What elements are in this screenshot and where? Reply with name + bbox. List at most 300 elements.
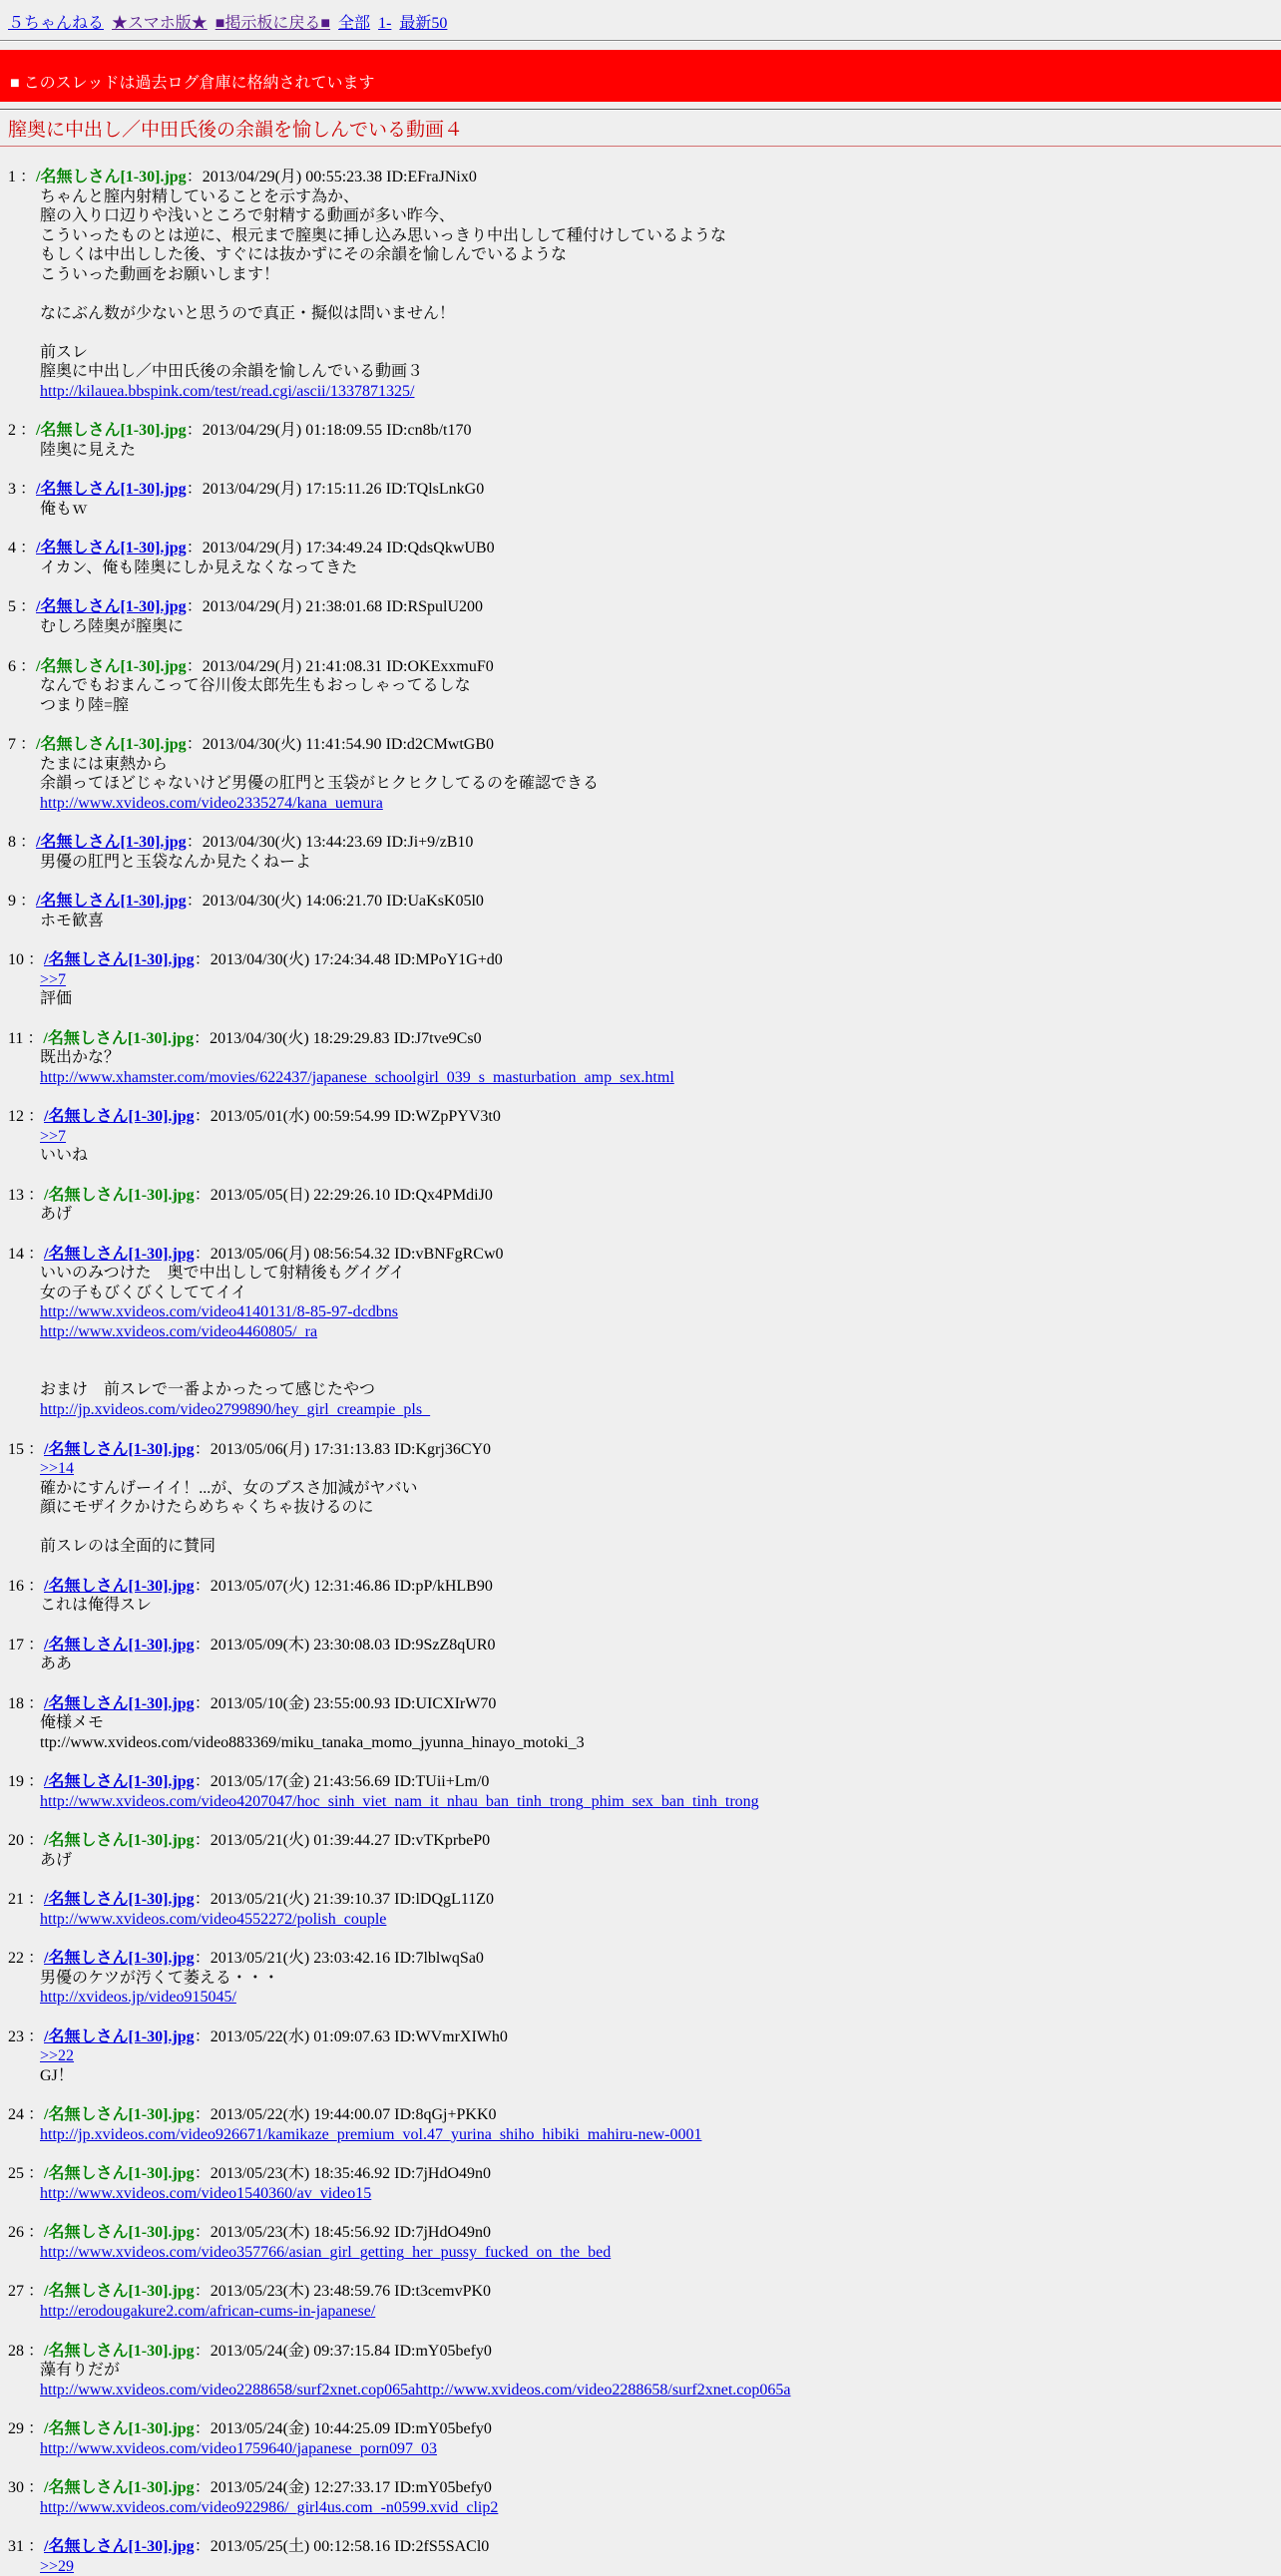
post-body <box>40 1596 1273 1616</box>
post-body-line: なにぶん数が少ないと思うので真正・擬似は問いません！ <box>40 304 456 322</box>
archive-banner-text: ■ このスレッドは過去ログ倉庫に格納されています <box>10 74 375 92</box>
post <box>8 1694 1273 1753</box>
post-id: ID:9SzZ8qUR0 <box>394 1636 496 1654</box>
post-date: 2013/04/30(火) 17:24:34.48 <box>210 951 391 969</box>
post-body-line <box>40 1068 1273 1088</box>
post-number: 18 <box>8 1694 24 1712</box>
post-url-link[interactable]: http://www.xvideos.com/video1540360/av_video15 <box>40 2184 372 2202</box>
post-id: ID:UICXIrW70 <box>394 1694 497 1712</box>
post <box>8 2164 1273 2203</box>
post-header: 30 ：/名無しさん[1-30].jpg：2013/05/24(金) 12:27:33.17 ID:mY05befy0 <box>8 2479 492 2497</box>
post-date: 2013/04/29(月) 17:34:49.24 <box>202 540 383 557</box>
post-author-link[interactable]: /名無しさん[1-30].jpg <box>44 1440 195 1458</box>
post-body-line <box>40 1459 1273 1479</box>
post-body <box>40 1910 1273 1930</box>
post-body <box>40 1969 1273 2008</box>
post-author: /名無しさん[1-30].jpg <box>44 1832 195 1850</box>
post-id: ID:vTKprbeP0 <box>394 1832 491 1850</box>
nav-link[interactable]: ★スマホ版★ <box>112 15 208 32</box>
post <box>8 2419 1273 2458</box>
post-date: 2013/05/21(火) 21:39:10.37 <box>210 1891 391 1909</box>
post-body-line <box>40 1400 1273 1420</box>
anchor-link[interactable]: >>7 <box>40 970 67 988</box>
post-number: 13 <box>8 1186 24 1204</box>
post-body <box>40 2046 1273 2085</box>
anchor-link[interactable]: >>7 <box>40 1127 67 1145</box>
post <box>8 1890 1273 1929</box>
archive-banner <box>0 50 1281 103</box>
post <box>8 480 1273 519</box>
nav-link[interactable]: 全部 <box>338 15 371 32</box>
post-body <box>40 1264 1273 1419</box>
post-author-link[interactable]: /名無しさん[1-30].jpg <box>36 893 187 911</box>
post-body-line <box>40 323 1273 343</box>
post-header: 8 ：/名無しさん[1-30].jpg：2013/04/30(火) 13:44:23.69 ID:Ji+9/zB10 <box>8 834 474 852</box>
post-number: 12 <box>8 1108 24 1126</box>
post-url-link[interactable]: http://xvideos.jp/video915045/ <box>40 1989 236 2007</box>
post <box>8 421 1273 460</box>
post <box>8 1029 1273 1088</box>
post-author: /名無しさん[1-30].jpg <box>44 2165 195 2183</box>
post-number: 4 <box>8 540 16 557</box>
post-id: ID:MPoY1G+d0 <box>394 951 503 969</box>
post-number: 23 <box>8 2027 24 2045</box>
post-id: ID:OKExxmuF0 <box>386 657 494 675</box>
post-body <box>40 187 1273 402</box>
post-body <box>40 676 1273 715</box>
post-number: 8 <box>8 834 16 852</box>
post-author: /名無しさん[1-30].jpg <box>44 2224 195 2242</box>
post-date: 2013/05/17(金) 21:43:56.69 <box>210 1773 391 1791</box>
post-number: 16 <box>8 1577 24 1595</box>
post-id: ID:vBNFgRCw0 <box>394 1245 504 1263</box>
post-author: /名無しさん[1-30].jpg <box>44 2342 195 2360</box>
post <box>8 1245 1273 1420</box>
post-header: 4 ：/名無しさん[1-30].jpg：2013/04/29(月) 17:34:49.24 ID:QdsQkwUB0 <box>8 540 495 557</box>
post-author-link[interactable]: /名無しさん[1-30].jpg <box>44 1245 195 1263</box>
post <box>8 950 1273 1009</box>
nav-link[interactable]: ■掲示板に戻る■ <box>214 15 331 32</box>
post-body-line: 顔にモザイクかけたらめちゃくちゃ抜けるのに <box>40 1499 374 1517</box>
post-header: 1 ：/名無しさん[1-30].jpg：2013/04/29(月) 00:55:23.38 ID:EFraJNix0 <box>8 169 477 186</box>
post-body-line: 膣の入り口辺りや浅いところで射精する動画が多い昨今、 <box>40 207 455 225</box>
post-author: /名無しさん[1-30].jpg <box>44 2106 195 2124</box>
post-body-line <box>40 1341 1273 1361</box>
post-url-link[interactable]: http://www.xvideos.com/video4207047/hoc_sinh_viet_nam_it_nhau_ban_tinh_trong_phim_sex_ban_tinh_trong <box>40 1792 759 1810</box>
post-url-link[interactable]: http://www.xhamster.com/movies/622437/japanese_schoolgirl_039_s_masturbation_amp_sex.html <box>40 1068 674 1086</box>
post-date: 2013/05/22(水) 01:09:07.63 <box>210 2027 391 2045</box>
post-body-line: ああ <box>40 1656 73 1673</box>
post-body <box>40 2557 1273 2576</box>
post-body-line: なんでもおまんこって谷川俊太郎先生もおっしゃってるしな <box>40 677 471 695</box>
post-header: 11 ：/名無しさん[1-30].jpg：2013/04/30(火) 18:29:29.83 ID:J7tve9Cs0 <box>8 1029 482 1047</box>
post-url-link[interactable]: http://www.xvideos.com/video2335274/kana_uemura <box>40 794 383 812</box>
post-body <box>40 970 1273 1009</box>
post-body-line: こういった動画をお願いします！ <box>40 265 280 283</box>
post-id: ID:lDQgL11Z0 <box>394 1891 494 1909</box>
post-header: 31 ：/名無しさん[1-30].jpg：2013/05/25(土) 00:12:58.16 ID:2fS5SACl0 <box>8 2538 490 2556</box>
post-header: 2 ：/名無しさん[1-30].jpg：2013/04/29(月) 01:18:09.55 ID:cn8b/t170 <box>8 422 472 440</box>
post-body-line <box>40 794 1273 814</box>
post-date: 2013/05/22(水) 19:44:00.07 <box>210 2106 391 2124</box>
nav-link[interactable]: ５ちゃんねる <box>8 15 105 32</box>
post-url-link[interactable]: http://www.xvideos.com/video4140131/8-85-97-dcdbns <box>40 1303 398 1321</box>
post-number: 24 <box>8 2106 24 2124</box>
post-author: /名無しさん[1-30].jpg <box>36 657 187 675</box>
post-body-line <box>40 1792 1273 1812</box>
post-number: 28 <box>8 2342 24 2360</box>
post-header: 3 ：/名無しさん[1-30].jpg：2013/04/29(月) 17:15:11.26 ID:TQlsLnkG0 <box>8 481 485 499</box>
post-body-line: 男優の肛門と玉袋なんか見たくねーよ <box>40 853 312 871</box>
post-header: 27 ：/名無しさん[1-30].jpg：2013/05/23(木) 23:48:59.76 ID:t3cemvPK0 <box>8 2283 492 2301</box>
post-body <box>40 1655 1273 1674</box>
post-header: 29 ：/名無しさん[1-30].jpg：2013/05/24(金) 10:44:25.09 ID:mY05befy0 <box>8 2420 492 2438</box>
post-header: 24 ：/名無しさん[1-30].jpg：2013/05/22(水) 19:44:00.07 ID:8qGj+PKK0 <box>8 2106 497 2124</box>
post-body-line: 前スレ <box>40 343 89 361</box>
post-id: ID:mY05befy0 <box>394 2479 492 2497</box>
post-header: 6 ：/名無しさん[1-30].jpg：2013/04/29(月) 21:41:08.31 ID:OKExxmuF0 <box>8 657 494 675</box>
post <box>8 735 1273 813</box>
post-body <box>40 441 1273 461</box>
post-body-line: 俺様メモ <box>40 1714 105 1732</box>
post-id: ID:WZpPYV3t0 <box>394 1108 501 1126</box>
post-body <box>40 1851 1273 1871</box>
post-id: ID:EFraJNix0 <box>386 169 477 186</box>
post-header: 26 ：/名無しさん[1-30].jpg：2013/05/23(木) 18:45:56.92 ID:7jHdO49n0 <box>8 2224 492 2242</box>
post-id: ID:TQlsLnkG0 <box>385 481 485 499</box>
post-id: ID:2fS5SACl0 <box>394 2538 490 2556</box>
nav-link[interactable]: 最新50 <box>399 15 448 32</box>
post-header: 19 ：/名無しさん[1-30].jpg：2013/05/17(金) 21:43:56.69 ID:TUii+Lm/0 <box>8 1773 490 1791</box>
post-date: 2013/05/23(木) 18:35:46.92 <box>210 2165 391 2183</box>
post-author-link[interactable]: /名無しさん[1-30].jpg <box>36 598 187 616</box>
post-body-line: 藻有りだが <box>40 2362 121 2380</box>
post-number: 6 <box>8 657 16 675</box>
post-id: ID:TUii+Lm/0 <box>394 1773 490 1791</box>
post-url-link[interactable]: http://www.xvideos.com/video922986/_girl4us.com_-n0599.xvid_clip2 <box>40 2498 499 2516</box>
post-author-link[interactable]: /名無しさん[1-30].jpg <box>44 1950 195 1968</box>
post-body-line <box>40 2243 1273 2263</box>
post <box>8 539 1273 577</box>
post-body-line: おまけ 前スレで一番よかったって感じたやつ <box>40 1381 376 1399</box>
post-body-line: これは俺得スレ <box>40 1597 153 1615</box>
post-url-link[interactable]: http://www.xvideos.com/video4460805/_ra <box>40 1322 318 1340</box>
post-number: 20 <box>8 1832 24 1850</box>
post-id: ID:t3cemvPK0 <box>394 2283 492 2301</box>
post-body-line: たまには東熱から <box>40 755 169 773</box>
post-author-link[interactable]: /名無しさん[1-30].jpg <box>44 1108 195 1126</box>
post-date: 2013/05/06(月) 08:56:54.32 <box>210 1245 391 1263</box>
post-date: 2013/04/30(火) 13:44:23.69 <box>202 834 383 852</box>
post-id: ID:UaKsK05l0 <box>386 893 484 911</box>
post-body-line: 既出かな？ <box>40 1049 121 1067</box>
post <box>8 597 1273 636</box>
post <box>8 1831 1273 1870</box>
post-date: 2013/05/10(金) 23:55:00.93 <box>210 1694 391 1712</box>
post-url-link[interactable]: http://jp.xvideos.com/video926671/kamikaze_premium_vol.47_yurina_shiho_hibiki_mahiru-new-0001 <box>40 2125 702 2143</box>
post-body-line: もしくは中出しした後、すぐには抜かずにその余韻を愉しんでいるような <box>40 246 568 264</box>
post-body-line <box>40 2439 1273 2459</box>
post-date: 2013/05/06(月) 17:31:13.83 <box>210 1440 391 1458</box>
post-body-line <box>40 2184 1273 2204</box>
post-header: 21 ：/名無しさん[1-30].jpg：2013/05/21(火) 21:39:10.37 ID:lDQgL11Z0 <box>8 1891 494 1909</box>
post-author-link[interactable]: /名無しさん[1-30].jpg <box>44 1773 195 1791</box>
post-body <box>40 2361 1273 2399</box>
post-author-link[interactable]: /名無しさん[1-30].jpg <box>36 481 187 499</box>
post-header: 18 ：/名無しさん[1-30].jpg：2013/05/10(金) 23:55:00.93 ID:UICXIrW70 <box>8 1694 497 1712</box>
post-body-line: 男優のケツが汚くて萎える・・・ <box>40 1969 279 1987</box>
post <box>8 2105 1273 2144</box>
post-body-line <box>40 1127 1273 1147</box>
post-number: 25 <box>8 2165 24 2183</box>
post-number: 3 <box>8 481 16 499</box>
anchor-link[interactable]: >>29 <box>40 2557 75 2575</box>
post-date: 2013/05/24(金) 10:44:25.09 <box>210 2420 391 2438</box>
post-url-link[interactable]: http://erodougakure2.com/african-cums-in-japanese/ <box>40 2303 376 2320</box>
post <box>8 2027 1273 2086</box>
post <box>8 168 1273 401</box>
post-date: 2013/05/09(木) 23:30:08.03 <box>210 1636 391 1654</box>
post-body <box>40 500 1273 520</box>
post-body <box>40 1459 1273 1557</box>
post-header: 13 ：/名無しさん[1-30].jpg：2013/05/05(日) 22:29:26.10 ID:Qx4PMdiJ0 <box>8 1186 493 1204</box>
post-author: /名無しさん[1-30].jpg <box>44 1186 195 1204</box>
post-body <box>40 1792 1273 1812</box>
post-number: 29 <box>8 2420 24 2438</box>
post-date: 2013/05/24(金) 12:27:33.17 <box>210 2479 391 2497</box>
post-date: 2013/04/30(火) 18:29:29.83 <box>210 1029 390 1047</box>
post-body-line: 陸奥に見えた <box>40 441 137 459</box>
post-id: ID:7jHdO49n0 <box>394 2165 492 2183</box>
post-body <box>40 1048 1273 1087</box>
post-author: /名無しさん[1-30].jpg <box>43 1029 195 1047</box>
nav-link[interactable]: 1- <box>378 15 392 32</box>
post-body-line: 評価 <box>40 990 73 1008</box>
top-nav <box>8 14 1273 34</box>
post-body <box>40 1713 1273 1752</box>
post <box>8 1107 1273 1166</box>
post-body-line: GJ！ <box>40 2066 74 2084</box>
post-number: 9 <box>8 893 16 911</box>
post-number: 1 <box>8 169 16 186</box>
post-number: 15 <box>8 1440 24 1458</box>
post-body-line <box>40 2125 1273 2145</box>
post-date: 2013/04/30(火) 14:06:21.70 <box>202 893 383 911</box>
post-body-line: イカン、俺も陸奥にしか見えなくなってきた <box>40 558 358 576</box>
post-date: 2013/05/05(日) 22:29:26.10 <box>210 1186 391 1204</box>
post-id: ID:mY05befy0 <box>394 2420 492 2438</box>
post-number: 22 <box>8 1950 24 1968</box>
post-date: 2013/05/23(木) 23:48:59.76 <box>210 2283 391 2301</box>
post-header: 28 ：/名無しさん[1-30].jpg：2013/05/24(金) 09:37:15.84 ID:mY05befy0 <box>8 2342 492 2360</box>
post-id: ID:7jHdO49n0 <box>394 2224 492 2242</box>
post-header: 5 ：/名無しさん[1-30].jpg：2013/04/29(月) 21:38:01.68 ID:RSpulU200 <box>8 598 484 616</box>
post-number: 14 <box>8 1245 24 1263</box>
post-number: 21 <box>8 1891 24 1909</box>
post-body <box>40 2302 1273 2322</box>
post <box>8 657 1273 716</box>
post-header: 22 ：/名無しさん[1-30].jpg：2013/05/21(火) 23:03:42.16 ID:7lblwqSa0 <box>8 1950 484 1968</box>
post-body-line <box>40 1302 1273 1322</box>
post-body-line: 余韻ってほどじゃないけど男優の肛門と玉袋がヒクヒクしてるのを確認できる <box>40 775 600 793</box>
post-id: ID:RSpulU200 <box>386 598 484 616</box>
post-body <box>40 2184 1273 2204</box>
post-header: 20 ：/名無しさん[1-30].jpg：2013/05/21(火) 01:39:44.27 ID:vTKprbeP0 <box>8 1832 491 1850</box>
post <box>8 2223 1273 2262</box>
post-number: 31 <box>8 2538 24 2556</box>
post-body <box>40 755 1273 814</box>
post-url-link[interactable]: http://kilauea.bbspink.com/test/read.cgi/ascii/1337871325/ <box>40 382 415 400</box>
post-author-link[interactable]: /名無しさん[1-30].jpg <box>36 540 187 557</box>
post-id: ID:8qGj+PKK0 <box>394 2106 497 2124</box>
post-body <box>40 912 1273 931</box>
post-date: 2013/04/29(月) 21:41:08.31 <box>202 657 383 675</box>
post-body <box>40 1127 1273 1166</box>
post-date: 2013/05/21(火) 01:39:44.27 <box>210 1832 391 1850</box>
post-body-line: つまり陸=膣 <box>40 696 130 714</box>
post-date: 2013/04/30(火) 11:41:54.90 <box>202 736 382 754</box>
post <box>8 1636 1273 1674</box>
post-body-line <box>40 2498 1273 2518</box>
post-body-line <box>40 970 1273 990</box>
post-date: 2013/04/29(月) 17:15:11.26 <box>202 481 382 499</box>
post-body <box>40 2498 1273 2518</box>
post-body <box>40 2439 1273 2459</box>
post-id: ID:mY05befy0 <box>394 2342 492 2360</box>
post-number: 17 <box>8 1636 24 1654</box>
post-body-line <box>40 1518 1273 1538</box>
post-author-link[interactable]: /名無しさん[1-30].jpg <box>44 2027 195 2045</box>
post-body <box>40 853 1273 873</box>
post-id: ID:QdsQkwUB0 <box>386 540 495 557</box>
divider <box>0 146 1281 148</box>
post-header: 17 ：/名無しさん[1-30].jpg：2013/05/09(木) 23:30:08.03 ID:9SzZ8qUR0 <box>8 1636 496 1654</box>
post-body-line <box>40 1361 1273 1381</box>
post-body-line <box>40 382 1273 402</box>
post-body <box>40 617 1273 637</box>
post-id: ID:Kgrj36CY0 <box>394 1440 492 1458</box>
post-author: /名無しさん[1-30].jpg <box>36 736 187 754</box>
post-author: /名無しさん[1-30].jpg <box>44 2283 195 2301</box>
post-header: 14 ：/名無しさん[1-30].jpg：2013/05/06(月) 08:56:54.32 ID:vBNFgRCw0 <box>8 1245 504 1263</box>
post-date: 2013/04/29(月) 00:55:23.38 <box>202 169 383 186</box>
post-body-line <box>40 2557 1273 2576</box>
post-header: 25 ：/名無しさん[1-30].jpg：2013/05/23(木) 18:35:46.92 ID:7jHdO49n0 <box>8 2165 492 2183</box>
post-body-line: むしろ陸奥が膣奥に <box>40 618 185 635</box>
post-body-line: ttp://www.xvideos.com/video883369/miku_tanaka_momo_jyunna_hinayo_motoki_3 <box>40 1733 585 1751</box>
post-number: 26 <box>8 2224 24 2242</box>
post-author-link[interactable]: /名無しさん[1-30].jpg <box>44 1577 195 1595</box>
post-header: 15 ：/名無しさん[1-30].jpg：2013/05/06(月) 17:31:13.83 ID:Kgrj36CY0 <box>8 1440 492 1458</box>
post-date: 2013/05/25(土) 00:12:58.16 <box>210 2538 391 2556</box>
post-author: /名無しさん[1-30].jpg <box>36 169 187 186</box>
post-body-line: 俺もｗ <box>40 500 89 518</box>
post-author: /名無しさん[1-30].jpg <box>44 2479 195 2497</box>
anchor-link[interactable]: >>22 <box>40 2047 75 2065</box>
post-id: ID:d2CMwtGB0 <box>385 736 495 754</box>
post-body <box>40 1205 1273 1225</box>
post-body-line <box>40 2046 1273 2066</box>
post-id: ID:pP/kHLB90 <box>394 1577 493 1595</box>
post-date: 2013/05/23(木) 18:45:56.92 <box>210 2224 391 2242</box>
post-number: 2 <box>8 422 16 440</box>
post-url-link[interactable]: http://www.xvideos.com/video2288658/surf2xnet.cop065ahttp://www.xvideos.com/video2288658/surf2xnet.cop065a <box>40 2381 791 2398</box>
post-url-link[interactable]: http://www.xvideos.com/video4552272/polish_couple <box>40 1910 387 1928</box>
post-id: ID:Qx4PMdiJ0 <box>394 1186 493 1204</box>
post <box>8 1186 1273 1225</box>
divider <box>0 109 1281 111</box>
post-id: ID:J7tve9Cs0 <box>393 1029 482 1047</box>
post-date: 2013/05/21(火) 23:03:42.16 <box>210 1950 391 1968</box>
post-body-line: こういったものとは逆に、根元まで膣奥に挿し込み思いっきり中出しして種付けしているような <box>40 226 727 244</box>
post-author-link[interactable]: /名無しさん[1-30].jpg <box>44 2538 195 2556</box>
post <box>8 1949 1273 2008</box>
post-date: 2013/05/07(火) 12:31:46.86 <box>210 1577 391 1595</box>
post-header: 9 ：/名無しさん[1-30].jpg：2013/04/30(火) 14:06:21.70 ID:UaKsK05l0 <box>8 893 484 911</box>
post-id: ID:cn8b/t170 <box>386 422 472 440</box>
post-body-line: ホモ歓喜 <box>40 912 105 929</box>
post-body <box>40 2243 1273 2263</box>
post-date: 2013/05/24(金) 09:37:15.84 <box>210 2342 391 2360</box>
post-number: 30 <box>8 2479 24 2497</box>
post-id: ID:7lblwqSa0 <box>394 1950 484 1968</box>
anchor-link[interactable]: >>14 <box>40 1460 75 1478</box>
post-body-line <box>40 284 1273 304</box>
post-date: 2013/04/29(月) 21:38:01.68 <box>202 598 383 616</box>
post-author-link[interactable]: /名無しさん[1-30].jpg <box>36 834 187 852</box>
post-url-link[interactable]: http://www.xvideos.com/video357766/asian_girl_getting_her_pussy_fucked_on_the_bed <box>40 2243 612 2261</box>
post-header: 12 ：/名無しさん[1-30].jpg：2013/05/01(水) 00:59:54.99 ID:WZpPYV3t0 <box>8 1108 501 1126</box>
post-author-link[interactable]: /名無しさん[1-30].jpg <box>44 1694 195 1712</box>
divider <box>0 40 1281 42</box>
post-date: 2013/05/01(水) 00:59:54.99 <box>210 1108 391 1126</box>
post-author-link[interactable]: /名無しさん[1-30].jpg <box>44 1636 195 1654</box>
post-header: 16 ：/名無しさん[1-30].jpg：2013/05/07(火) 12:31:46.86 ID:pP/kHLB90 <box>8 1577 493 1595</box>
post <box>8 1577 1273 1616</box>
post-body-line <box>40 2302 1273 2322</box>
post-header: 7 ：/名無しさん[1-30].jpg：2013/04/30(火) 11:41:54.90 ID:d2CMwtGB0 <box>8 736 495 754</box>
post-number: 19 <box>8 1773 24 1791</box>
post-body-line <box>40 1322 1273 1342</box>
post-body-line: 確かにすんげーイイ！...が、女のブスさ加減がヤバい <box>40 1479 418 1497</box>
post-number: 10 <box>8 951 24 969</box>
post-url-link[interactable]: http://jp.xvideos.com/video2799890/hey_girl_creampie_pls_ <box>40 1400 431 1418</box>
post-author-link[interactable]: /名無しさん[1-30].jpg <box>44 1891 195 1909</box>
post <box>8 892 1273 930</box>
post-url-link[interactable]: http://www.xvideos.com/video1759640/japanese_porn097_03 <box>40 2439 438 2457</box>
post-number: 27 <box>8 2283 24 2301</box>
post-author-link[interactable]: /名無しさん[1-30].jpg <box>44 951 195 969</box>
post-body-line: 女の子もびくびくしててイイ <box>40 1284 247 1301</box>
post <box>8 2478 1273 2517</box>
post-header: 23 ：/名無しさん[1-30].jpg：2013/05/22(水) 01:09:07.63 ID:WVmrXIWh0 <box>8 2027 508 2045</box>
post-body-line <box>40 1988 1273 2008</box>
post-body-line <box>40 1910 1273 1930</box>
post-list <box>0 168 1281 2576</box>
post-body-line: 膣奥に中出し／中田氏後の余韻を愉しんでいる動画３ <box>40 363 424 381</box>
post-date: 2013/04/29(月) 01:18:09.55 <box>202 422 383 440</box>
post-body-line: あげ <box>40 1851 73 1869</box>
post-header: 10 ：/名無しさん[1-30].jpg：2013/04/30(火) 17:24:34.48 ID:MPoY1G+d0 <box>8 951 503 969</box>
post <box>8 833 1273 872</box>
post <box>8 1772 1273 1811</box>
thread-title: 膣奥に中出し／中田氏後の余韻を愉しんでいる動画４ <box>8 120 464 142</box>
post-body <box>40 558 1273 578</box>
post-number: 5 <box>8 598 16 616</box>
post <box>8 1440 1273 1557</box>
post-number: 7 <box>8 736 16 754</box>
post-body-line: いいね <box>40 1147 89 1165</box>
